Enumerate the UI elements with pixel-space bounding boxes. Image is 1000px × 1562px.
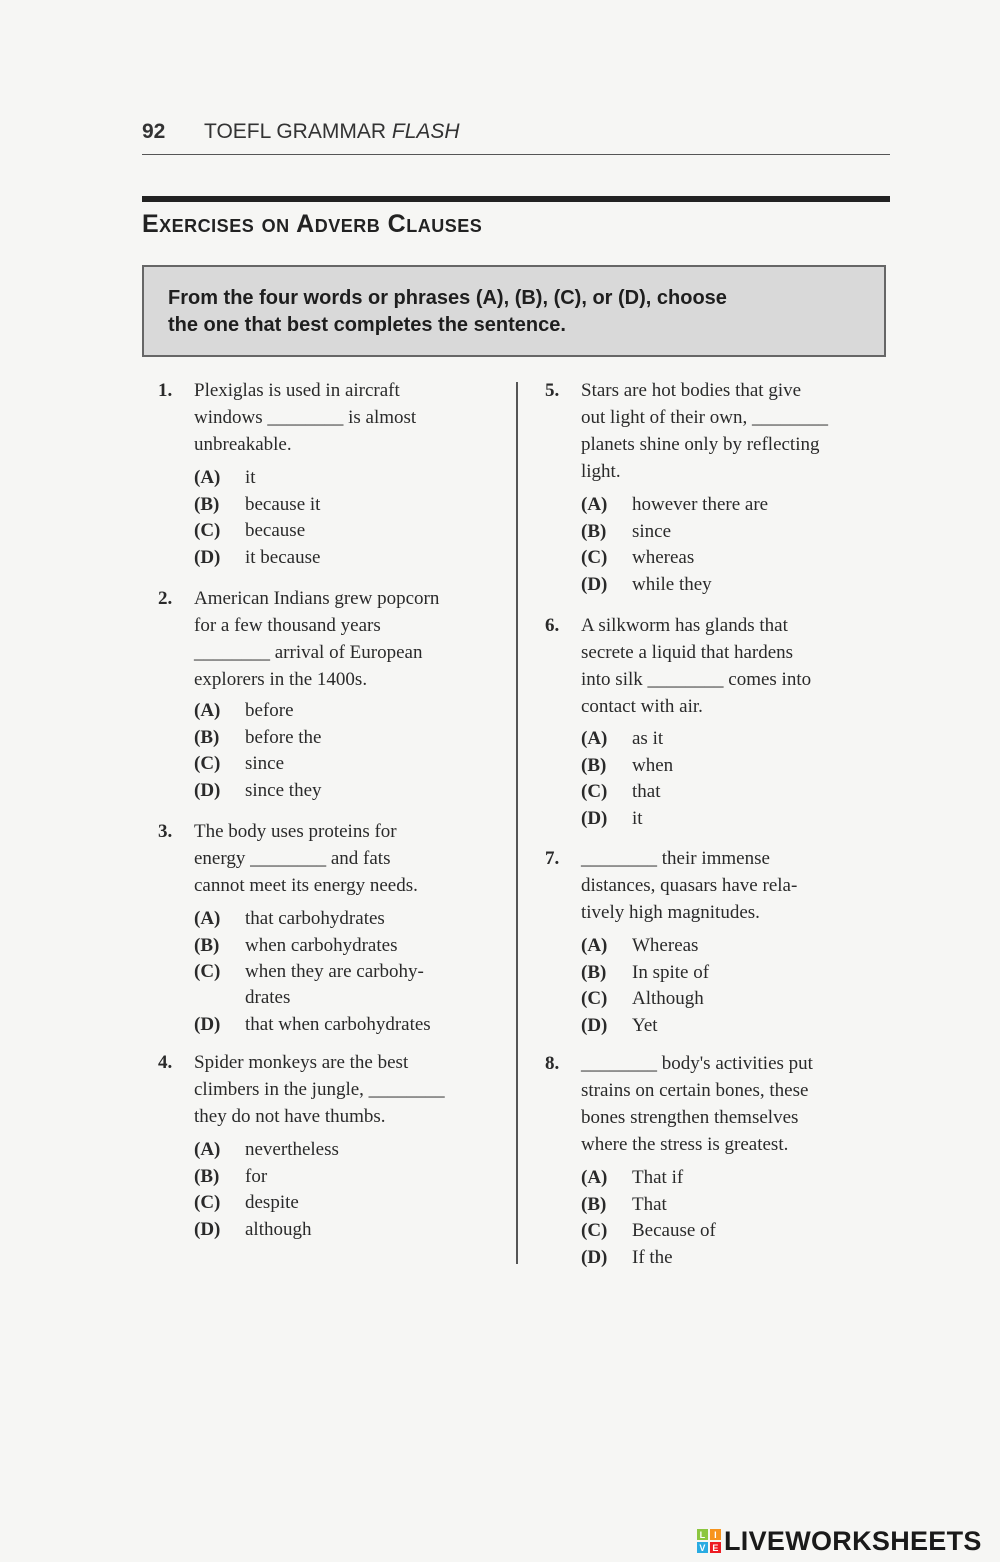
instruction-box xyxy=(142,265,886,357)
question-stem-line: Stars are hot bodies that give xyxy=(581,380,802,401)
question-stem xyxy=(581,845,797,926)
question-stem-line: ________ body's activities put xyxy=(581,1053,813,1074)
option-text: while they xyxy=(632,573,712,595)
option-text: since xyxy=(632,520,672,542)
option-text: it because xyxy=(245,546,321,568)
option-text: That xyxy=(632,1193,667,1215)
option-letter: (B) xyxy=(194,726,220,748)
option-letter: (A) xyxy=(194,1139,221,1160)
option-text: when they are carbohy- xyxy=(245,961,424,982)
option-letter: (C) xyxy=(194,753,221,774)
option-letter: (A) xyxy=(581,494,608,515)
answer-option[interactable] xyxy=(581,571,768,598)
instruction-line-1: From the four words or phrases (A), (B), (C), or (D), choose xyxy=(168,287,727,309)
answer-option[interactable] xyxy=(581,725,673,752)
answer-option[interactable] xyxy=(194,724,322,751)
option-letter: (A) xyxy=(194,467,221,488)
question-stem xyxy=(581,377,828,485)
question-number: 2. xyxy=(158,588,173,609)
answer-option[interactable] xyxy=(581,491,768,518)
column-divider xyxy=(516,382,518,1264)
option-text: although xyxy=(245,1218,312,1240)
page-header xyxy=(142,120,890,155)
question-stem-line: The body uses proteins for xyxy=(194,821,397,842)
question-stem-line: ________ their immense xyxy=(581,848,770,869)
book-title: TOEFL GRAMMAR xyxy=(204,120,387,143)
question-stem xyxy=(194,818,418,899)
option-text: that when carbohydrates xyxy=(245,1014,431,1035)
question-stem-line: secrete a liquid that hardens xyxy=(581,642,794,663)
option-text: Yet xyxy=(632,1014,658,1036)
question-stem-line: into silk ________ comes into xyxy=(581,669,812,690)
answer-options xyxy=(581,932,709,1038)
question-stem-line: American Indians grew popcorn xyxy=(194,588,440,609)
option-text: that carbohydrates xyxy=(245,908,385,929)
answer-option[interactable] xyxy=(581,518,768,545)
question-stem-line: where the stress is greatest. xyxy=(581,1134,789,1155)
option-text: whereas xyxy=(632,547,695,568)
question-stem-line: out light of their own, ________ xyxy=(581,407,828,428)
answer-option[interactable] xyxy=(194,932,431,959)
answer-option[interactable] xyxy=(194,777,322,804)
option-letter: (B) xyxy=(194,493,220,515)
option-letter: (C) xyxy=(194,520,221,541)
question-stem-line: for a few thousand years xyxy=(194,615,381,636)
question-number: 3. xyxy=(158,821,173,842)
book-title-italic: FLASH xyxy=(391,120,460,143)
question-number: 4. xyxy=(158,1052,173,1073)
page-number: 92 xyxy=(142,120,166,143)
answer-option[interactable] xyxy=(581,1191,716,1218)
answer-option[interactable] xyxy=(194,464,320,491)
option-letter: (A) xyxy=(194,700,221,721)
answer-option[interactable] xyxy=(194,1216,339,1243)
option-text: In spite of xyxy=(632,961,710,983)
question-number: 7. xyxy=(545,848,560,869)
answer-option[interactable] xyxy=(194,750,322,777)
option-text: when xyxy=(632,754,674,776)
answer-option[interactable] xyxy=(194,544,320,571)
question-stem xyxy=(194,1049,445,1130)
question-stem xyxy=(581,1050,813,1158)
liveworksheets-logo-icon xyxy=(697,1529,721,1553)
liveworksheets-logo xyxy=(697,1526,982,1556)
logo-text: LIVEWORKSHEETS xyxy=(724,1525,982,1556)
answer-option[interactable] xyxy=(194,1189,339,1216)
question-stem xyxy=(581,612,811,720)
question-number: 6. xyxy=(545,615,560,636)
answer-options xyxy=(581,491,768,597)
option-letter: (D) xyxy=(194,779,221,801)
option-letter: (A) xyxy=(581,935,608,956)
question-stem-line: energy ________ and fats xyxy=(194,848,391,869)
question-stem-line: they do not have thumbs. xyxy=(194,1106,386,1127)
question-stem-line: windows ________ is almost xyxy=(194,407,417,428)
answer-option[interactable] xyxy=(581,959,709,986)
question-stem-line: distances, quasars have rela- xyxy=(581,875,798,896)
option-text: it xyxy=(632,807,643,829)
answer-option[interactable] xyxy=(581,1012,709,1039)
option-text-continued: drates xyxy=(245,987,291,1008)
question-stem-line: ________ arrival of European xyxy=(194,642,423,663)
question-stem-line: climbers in the jungle, ________ xyxy=(194,1079,445,1100)
answer-option[interactable] xyxy=(194,1136,339,1163)
answer-option[interactable] xyxy=(194,697,322,724)
option-text: as it xyxy=(632,728,664,749)
logo-mark-letter: I xyxy=(714,1530,717,1540)
option-text: Although xyxy=(632,988,704,1009)
logo-mark-letter: E xyxy=(712,1543,719,1553)
logo-mark-letter: V xyxy=(699,1543,706,1553)
option-text: that xyxy=(632,781,661,802)
question-stem xyxy=(194,377,416,458)
answer-options xyxy=(581,1164,716,1270)
option-letter: (B) xyxy=(194,1165,220,1187)
option-text: despite xyxy=(245,1192,299,1213)
option-letter: (C) xyxy=(581,988,608,1009)
option-letter: (B) xyxy=(194,934,220,956)
title-rule xyxy=(142,196,890,202)
answer-option[interactable] xyxy=(194,958,431,1008)
answer-option[interactable] xyxy=(194,1163,339,1190)
question-stem-line: unbreakable. xyxy=(194,434,292,455)
option-text: because xyxy=(245,520,306,541)
option-letter: (D) xyxy=(581,573,608,595)
option-letter: (C) xyxy=(581,547,608,568)
question-stem-line: A silkworm has glands that xyxy=(581,615,788,636)
option-text: it xyxy=(245,467,256,488)
option-letter: (A) xyxy=(581,728,608,749)
question-stem-line: tively high magnitudes. xyxy=(581,902,760,923)
question-stem-line: strains on certain bones, these xyxy=(581,1080,809,1101)
answer-option[interactable] xyxy=(581,1217,716,1244)
answer-options xyxy=(194,697,322,803)
answer-options xyxy=(194,905,431,1038)
answer-option[interactable] xyxy=(581,544,768,571)
answer-options xyxy=(194,1136,339,1242)
question-number: 8. xyxy=(545,1053,560,1074)
question-stem-line: explorers in the 1400s. xyxy=(194,669,368,690)
answer-option[interactable] xyxy=(581,985,709,1012)
option-text: when carbohydrates xyxy=(245,934,398,956)
option-letter: (A) xyxy=(194,908,221,929)
option-letter: (D) xyxy=(581,1014,608,1036)
option-letter: (D) xyxy=(581,807,608,829)
question-stem-line: cannot meet its energy needs. xyxy=(194,875,418,896)
option-letter: (B) xyxy=(581,1193,607,1215)
option-text: since they xyxy=(245,779,322,801)
option-text: Whereas xyxy=(632,935,699,956)
answer-option[interactable] xyxy=(194,517,320,544)
option-letter: (B) xyxy=(581,961,607,983)
option-letter: (A) xyxy=(581,1167,608,1188)
option-text: That if xyxy=(632,1167,684,1188)
answer-option[interactable] xyxy=(581,1244,716,1271)
answer-option[interactable] xyxy=(194,905,431,932)
option-letter: (D) xyxy=(194,1014,221,1035)
question-stem-line: light. xyxy=(581,461,621,482)
question-stem-line: contact with air. xyxy=(581,696,703,717)
instruction-line-2: the one that best completes the sentence. xyxy=(168,314,566,336)
question-number: 1. xyxy=(158,380,173,401)
answer-option[interactable] xyxy=(194,491,320,518)
option-letter: (D) xyxy=(194,546,221,568)
option-text: since xyxy=(245,753,285,774)
question-stem-line: Spider monkeys are the best xyxy=(194,1052,409,1073)
answer-option[interactable] xyxy=(194,1011,431,1038)
option-letter: (D) xyxy=(194,1218,221,1240)
option-letter: (B) xyxy=(581,520,607,542)
question-stem-line: Plexiglas is used in aircraft xyxy=(194,380,400,401)
answer-option[interactable] xyxy=(581,752,673,779)
option-letter: (C) xyxy=(581,781,608,802)
option-letter: (C) xyxy=(581,1220,608,1241)
option-text: before xyxy=(245,700,294,721)
question-number: 5. xyxy=(545,380,560,401)
option-text: Because of xyxy=(632,1220,716,1241)
answer-option[interactable] xyxy=(581,932,709,959)
option-letter: (C) xyxy=(194,961,221,982)
question-stem xyxy=(194,585,439,693)
answer-option[interactable] xyxy=(581,805,673,832)
question-stem-line: bones strengthen themselves xyxy=(581,1107,799,1128)
option-text: however there are xyxy=(632,494,769,515)
option-text: before the xyxy=(245,726,322,748)
option-text: for xyxy=(245,1165,268,1187)
answer-options xyxy=(581,725,673,831)
option-text: If the xyxy=(632,1246,673,1268)
answer-options xyxy=(194,464,320,570)
option-letter: (B) xyxy=(581,754,607,776)
question-stem-line: planets shine only by reflecting xyxy=(581,434,820,455)
option-text: nevertheless xyxy=(245,1139,339,1160)
option-letter: (D) xyxy=(581,1246,608,1268)
logo-mark-letter: L xyxy=(699,1530,706,1540)
answer-option[interactable] xyxy=(581,778,673,805)
option-letter: (C) xyxy=(194,1192,221,1213)
section-title: Exercises on Adverb Clauses xyxy=(142,210,483,238)
option-text: because it xyxy=(245,493,321,515)
answer-option[interactable] xyxy=(581,1164,716,1191)
